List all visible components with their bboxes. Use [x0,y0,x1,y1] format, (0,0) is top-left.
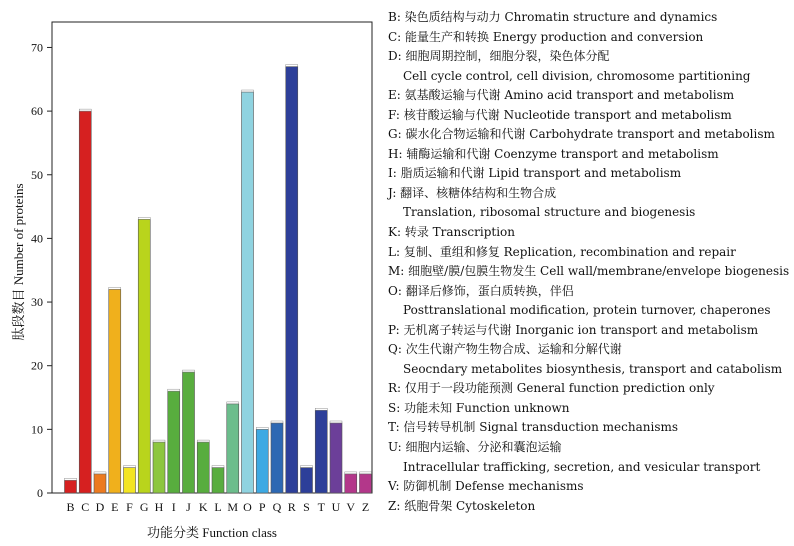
x-tick-label: S [303,500,310,514]
bar-cap [315,408,327,410]
x-tick-label: D [95,500,105,514]
legend-entry-label: R: 仅用于一段功能预测 General function prediction only [388,381,715,396]
legend-entry-label: T: 信号转导机制 Signal transduction mechanisms [388,420,679,435]
legend-entry-label: Q: 次生代谢产物生物合成、运输和分解代谢 [388,342,622,357]
x-tick-label: C [81,500,90,514]
x-tick-label: B [66,500,75,514]
legend-entry [388,8,788,28]
x-tick-label: U [331,500,341,514]
bar-body [242,92,254,493]
x-tick-label: Q [272,500,282,514]
bar-body [315,410,327,493]
legend-entry [388,125,788,145]
bar-body [94,474,106,493]
legend-entry [388,47,788,86]
legend-entry-subtitle: Seocndary metabolites biosynthesis, transport and catabolism [403,361,783,376]
legend-entry [388,282,788,321]
bar-V [345,472,357,493]
bar-body [153,442,165,493]
bar-body [183,372,195,493]
x-tick-label: I [171,500,176,514]
x-tick-label: O [243,500,252,514]
x-tick-label: E [111,500,119,514]
legend-entry-label: P: 无机离子转运与代谢 Inorganic ion transport and metabolism [388,322,759,337]
bar-H [153,440,165,493]
y-tick-label: 70 [31,40,43,55]
legend-entry-label: H: 辅酶运输和代谢 Coenzyme transport and metabolism [388,146,719,161]
bar-cap [153,440,165,442]
bar-body [330,423,342,493]
legend-entry [388,477,788,497]
bar-G [138,217,150,493]
x-tick-label: M [227,500,239,514]
bar-J [183,370,195,493]
bar-cap [197,440,209,442]
bar-body [271,423,283,493]
bar-M [227,402,239,493]
legend-entry-subtitle: Intracellular trafficking, secretion, and vesicular transport [403,459,761,474]
x-tick-label: R [287,500,296,514]
x-tick-label: H [154,500,164,514]
bar-body [212,468,224,493]
bar-cap [94,472,106,474]
legend-entry [388,438,788,477]
x-tick-label: P [258,500,266,514]
legend-entry [388,145,788,165]
legend-entry-subtitle: Posttranslational modification, protein turnover, chaperones [403,303,771,318]
bar-body [256,429,268,493]
bar-body [168,391,180,493]
bar-F [124,466,136,493]
bar-body [345,474,357,493]
bar-Z [360,472,372,493]
bar-D [94,472,106,493]
y-tick-label: 30 [31,295,43,310]
bar-cap [301,466,313,468]
bar-cap [271,421,283,423]
bar-body [360,474,372,493]
bar-cap [168,389,180,391]
bar-cap [330,421,342,423]
x-tick-label: Z [361,500,370,514]
bar-C [79,109,91,493]
legend-entry-label: L: 复制、重组和修复 Replication, recombination and repair [388,244,736,259]
legend-entry-label: E: 氨基酸运输与代谢 Amino acid transport and metabolism [388,88,735,103]
bar-L [212,466,224,493]
legend-entry [388,379,788,399]
bar-chart [0,0,380,546]
x-tick-labels [66,500,369,514]
bar-T [315,408,327,493]
legend-entry-label: Z: 纸胞骨架 Cytoskeleton [388,498,536,513]
x-tick-label: K [198,500,208,514]
legend-entry-label: O: 翻译后修饰，蛋白质转换，伴侣 [388,283,574,298]
bar-S [301,466,313,493]
bar-cap [286,65,298,67]
bar-cap [242,90,254,92]
bar-body [227,404,239,493]
x-axis-label: 功能分类 Function class [147,525,277,540]
bar-cap [345,472,357,474]
bar-cap [183,370,195,372]
bar-I [168,389,180,493]
y-tick-label: 60 [31,104,43,119]
legend-entry-label: J: 翻译、核糖体结构和生物合成 [388,185,557,200]
legend-entry-subtitle: Translation, ribosomal structure and biogenesis [403,205,696,220]
y-tick-label: 20 [31,358,43,373]
legend-entry-label: K: 转录 Transcription [388,225,516,240]
bar-body [109,289,121,493]
bar-body [79,111,91,493]
bar-P [256,427,268,493]
x-tick-label: L [214,500,222,514]
legend-entry [388,497,788,517]
legend-entry-label: B: 染色质结构与动力 Chromatin structure and dynamics [388,10,718,24]
legend-entry [388,340,788,379]
bar-cap [124,466,136,468]
x-tick-label: T [317,500,325,514]
bar-B [65,478,77,493]
bar-body [197,442,209,493]
legend-entry [388,28,788,48]
legend-entry [388,243,788,263]
legend-entry-label: F: 核苷酸运输与代谢 Nucleotide transport and metabolism [388,107,732,122]
y-tick-label: 40 [31,231,43,246]
legend-entry-label: G: 碳水化合物运输和代谢 Carbohydrate transport and metabolism [388,127,775,142]
bar-body [286,67,298,493]
y-tick-label: 0 [37,486,43,500]
legend-entry [388,418,788,438]
legend-entry-label: M: 细胞壁/膜/包膜生物发生 Cell wall/membrane/envelope biogenesis [388,264,790,279]
bar-body [65,480,77,493]
bar-O [242,90,254,493]
legend-entry-label: V: 防御机制 Defense mechanisms [388,479,584,494]
legend-entry-label: U: 细胞内运输、分泌和囊泡运输 [388,440,562,455]
bar-cap [227,402,239,404]
bar-cap [138,217,150,219]
legend-entry [388,164,788,184]
legend-entry [388,399,788,419]
legend-entry [388,184,788,223]
legend-entry-label: I: 脂质运输和代谢 Lipid transport and metabolism [388,166,682,181]
legend-entry [388,223,788,243]
bar-body [124,468,136,493]
chart-bars [65,65,372,493]
legend-entry-label: C: 能量生产和转换 Energy production and conversion [388,29,704,44]
bar-R [286,65,298,493]
bar-U [330,421,342,493]
y-tick-labels [31,40,52,500]
bar-body [301,468,313,493]
legend-entry [388,262,788,282]
bar-cap [360,472,372,474]
bar-cap [79,109,91,111]
legend-entry [388,321,788,341]
legend-entry [388,106,788,126]
legend-entry-label: S: 功能未知 Function unknown [388,400,570,415]
x-tick-label: J [186,500,191,514]
bar-cap [65,478,77,480]
bar-body [138,219,150,493]
bar-cap [109,287,121,289]
bar-K [197,440,209,493]
bar-cap [256,427,268,429]
y-tick-label: 10 [31,422,43,437]
y-axis-label: 肽段数目 Number of proteins [11,183,26,341]
x-tick-label: V [346,500,356,514]
legend-entry-subtitle: Cell cycle control, cell division, chromosome partitioning [403,68,751,83]
x-tick-label: G [139,500,149,514]
chart-legend [388,8,788,516]
y-tick-label: 50 [31,167,43,182]
bar-E [109,287,121,493]
bar-cap [212,466,224,468]
x-tick-label: F [126,500,133,514]
bar-Q [271,421,283,493]
legend-entry [388,86,788,106]
legend-entry-label: D: 细胞周期控制，细胞分裂，染色体分配 [388,49,610,64]
